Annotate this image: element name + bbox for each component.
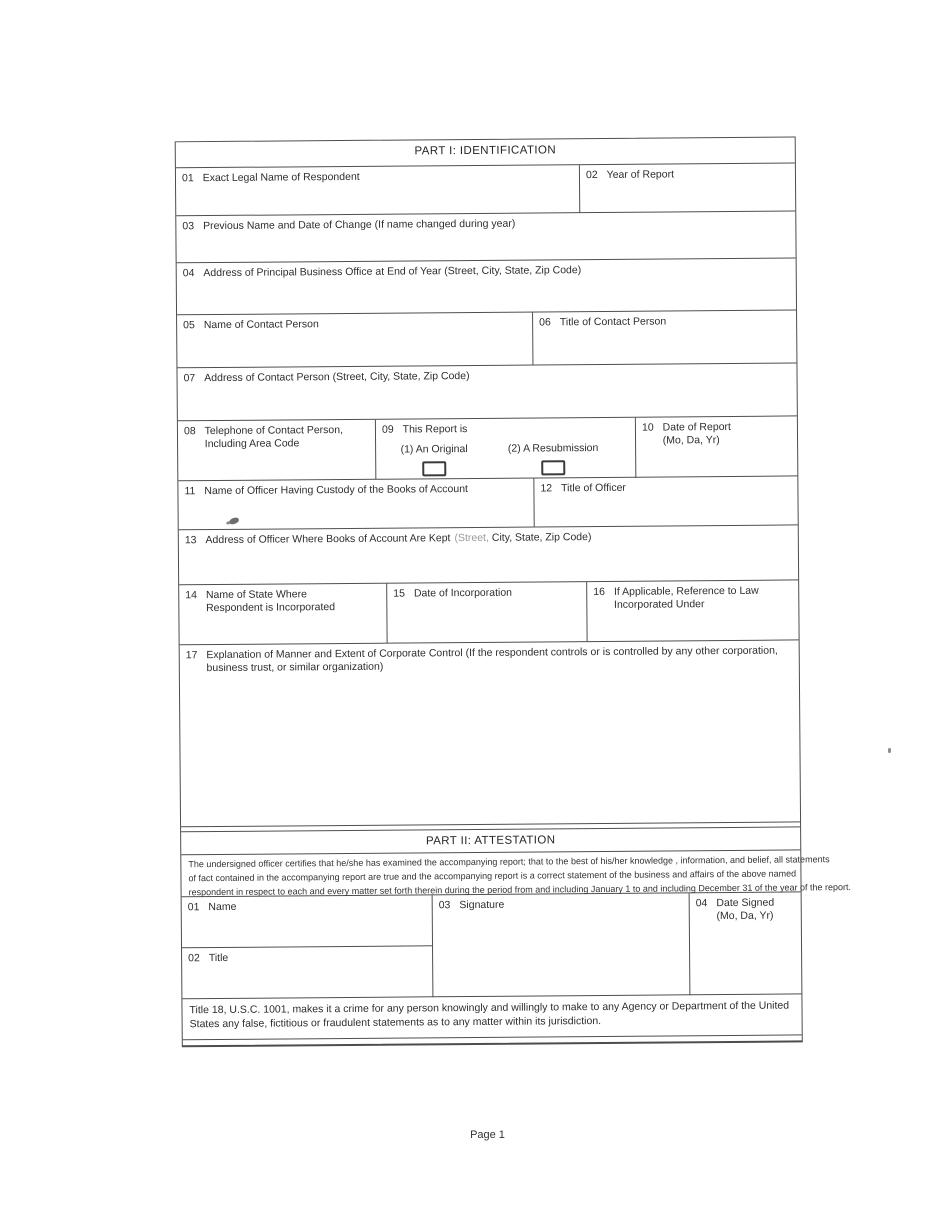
field-16-label: 16 If Applicable, Reference to Law Incorporated Under: [593, 584, 759, 611]
field-16-law-reference[interactable]: [587, 580, 798, 642]
field-05-contact-name[interactable]: [177, 313, 533, 369]
field-15-label: 15 Date of Incorporation: [393, 586, 513, 600]
faded-scan-text: (Street,: [454, 531, 489, 545]
field-06-contact-title[interactable]: [533, 310, 796, 365]
page-number: Page 1: [470, 1129, 505, 1141]
attestation-field-04-date-signed[interactable]: [690, 892, 802, 995]
part2-title: PART II: ATTESTATION: [425, 834, 556, 848]
field-05-label: 05 Name of Contact Person: [183, 318, 319, 332]
field-02-year-of-report[interactable]: [580, 163, 795, 213]
original-checkbox[interactable]: [422, 461, 446, 476]
attestation-signature-label: 03 Signature: [438, 898, 505, 912]
field-10-date-of-report[interactable]: [636, 416, 797, 477]
field-07-contact-address[interactable]: [177, 363, 796, 421]
attestation-name-label: 01 Name: [187, 900, 237, 914]
field-07-label: 07 Address of Contact Person (Street, City, State, Zip Code): [183, 370, 470, 385]
field-04-label: 04 Address of Principal Business Office at End of Year (Street, City, State, Zip Code): [182, 264, 582, 280]
field-15-date-of-incorporation[interactable]: [387, 582, 587, 644]
option-a-resubmission: (2) A Resubmission: [504, 442, 602, 476]
field-08-contact-telephone[interactable]: [178, 420, 376, 482]
field-12-label: 12 Title of Officer: [540, 481, 626, 495]
resubmission-checkbox[interactable]: [541, 460, 565, 475]
field-13-books-address[interactable]: [179, 525, 798, 585]
option-an-original: (1) An Original: [394, 443, 474, 477]
scan-artifact-speck: [888, 748, 891, 753]
field-14-state-incorporated[interactable]: [179, 584, 387, 646]
attestation-title-label: 02 Title: [188, 951, 229, 965]
field-02-label: 02 Year of Report: [585, 168, 675, 182]
attestation-field-03-signature[interactable]: [433, 893, 691, 997]
field-10-label: 10 Date of Report (Mo, Da, Yr): [641, 420, 731, 447]
field-06-label: 06 Title of Contact Person: [539, 315, 667, 329]
legal-line: States any false, fictitious or fraudulent statements as to any matter within its jurisdiction.: [189, 1014, 602, 1031]
attestation-line: respondent in respect to each and every matter set forth therein during the period from and including January 1 to and including December 31 of the year of the report.: [188, 881, 852, 897]
field-14-label: 14 Name of State Where Respondent is Incorporated: [185, 588, 336, 615]
field-12-officer-title[interactable]: [534, 476, 797, 527]
attestation-field-01-name[interactable]: [182, 895, 433, 948]
legal-line: Title 18, U.S.C. 1001, makes it a crime for any person knowingly and willingly to make to any Agency or Department of the United: [189, 999, 790, 1017]
field-13-label: 13 Address of Officer Where Books of Account Are Kept (Street, City, State, Zip Code): [184, 531, 592, 547]
attestation-field-02-title[interactable]: [182, 946, 433, 999]
attestation-line: The undersigned officer certifies that he/she has examined the accompanying report; that to the best of his/her knowledge , information, and belief, all statements: [188, 854, 830, 870]
part1-title: PART I: IDENTIFICATION: [414, 144, 557, 158]
field-09-report-type[interactable]: [376, 418, 636, 480]
attestation-date-label: 04 Date Signed (Mo, Da, Yr): [695, 896, 775, 923]
field-04-principal-office-address[interactable]: [177, 258, 796, 315]
field-09-label: 09 This Report is: [381, 423, 468, 436]
field-01-exact-legal-name[interactable]: [176, 165, 580, 216]
field-08-label: 08 Telephone of Contact Person, Including Area Code: [183, 424, 344, 451]
field-17-label: 17 Explanation of Manner and Extent of Corporate Control (If the respondent controls or is controlled by any other corporation, business trust, or similar organization): [185, 644, 778, 675]
title18-legal-notice: [182, 994, 801, 1040]
field-01-label: 01 Exact Legal Name of Respondent: [181, 170, 360, 185]
attestation-line: of fact contained in the accompanying report are true and the accompanying report is a correct statement of the business and affairs of the above named: [188, 868, 797, 884]
attestation-paragraph: [181, 850, 852, 897]
field-11-label: 11 Name of Officer Having Custody of the Books of Account: [184, 483, 468, 498]
identification-form: [175, 136, 852, 1047]
field-03-previous-name[interactable]: [176, 211, 795, 263]
field-17-corporate-control[interactable]: [180, 640, 800, 827]
field-03-label: 03 Previous Name and Date of Change (If name changed during year): [182, 217, 516, 233]
